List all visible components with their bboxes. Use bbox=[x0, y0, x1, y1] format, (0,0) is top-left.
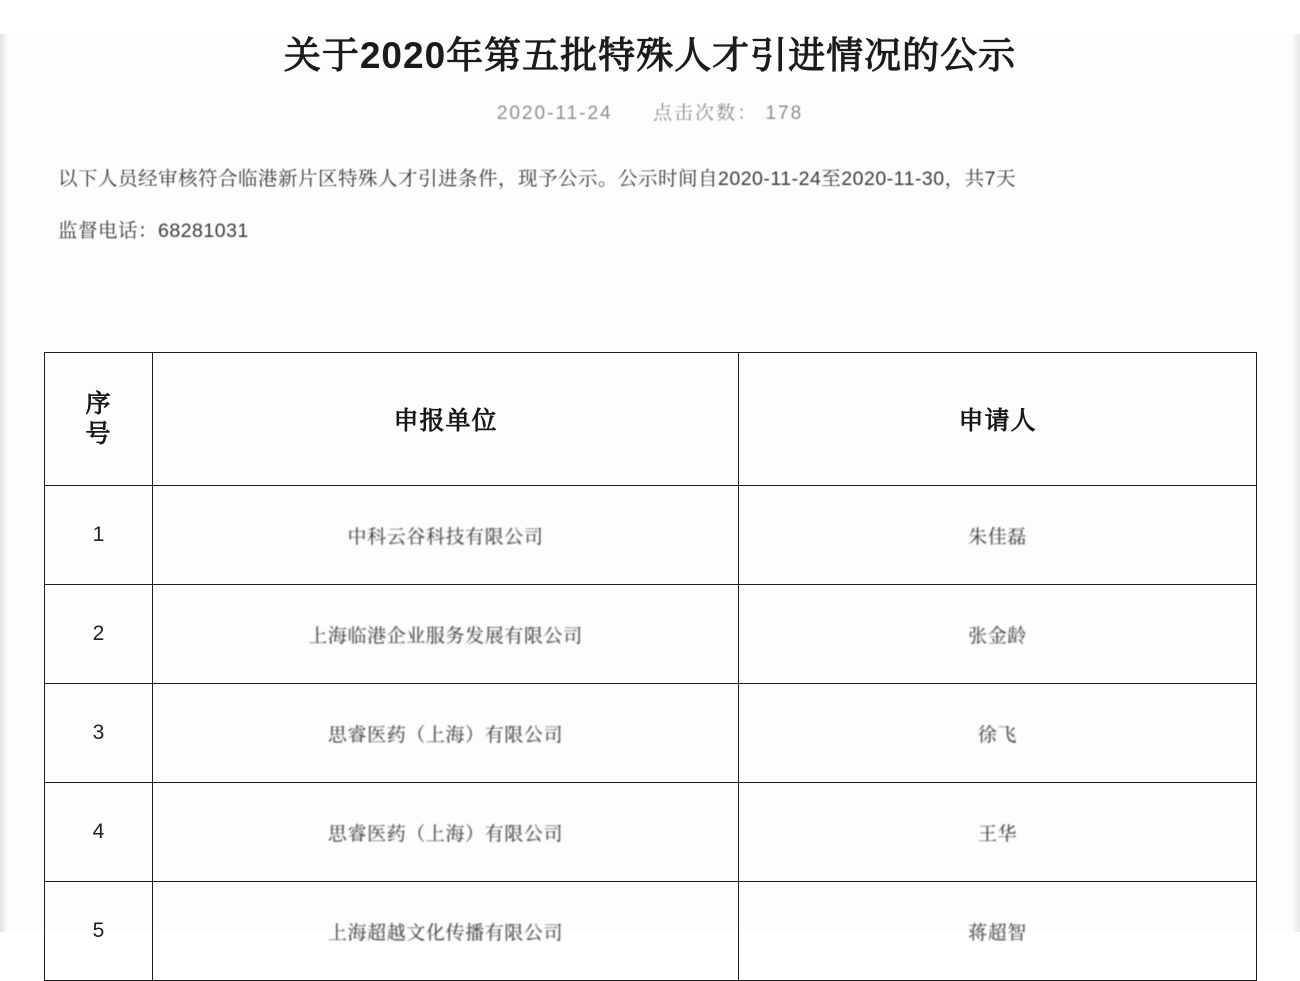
views-count: 178 bbox=[765, 103, 804, 125]
notice-paragraph-2: 监督电话：68281031 bbox=[58, 219, 249, 242]
row-index: 4 bbox=[45, 783, 153, 882]
row-organization: 思睿医药（上海）有限公司 bbox=[153, 783, 739, 882]
column-header-index-line1: 序 bbox=[85, 389, 112, 418]
table-row bbox=[45, 684, 1257, 783]
row-index: 3 bbox=[45, 684, 153, 783]
column-header-applicant: 申请人 bbox=[739, 353, 1257, 486]
document-meta bbox=[0, 98, 1300, 125]
row-applicant: 朱佳磊 bbox=[739, 486, 1257, 585]
table-row bbox=[45, 783, 1257, 882]
page-title: 关于2020年第五批特殊人才引进情况的公示 bbox=[283, 35, 1017, 76]
table-body bbox=[45, 486, 1257, 981]
row-index: 1 bbox=[45, 486, 153, 585]
row-organization: 上海临港企业服务发展有限公司 bbox=[153, 585, 739, 684]
row-applicant: 张金龄 bbox=[739, 585, 1257, 684]
applicants-table bbox=[44, 352, 1257, 981]
document-page bbox=[0, 34, 1300, 944]
row-applicant: 王华 bbox=[739, 783, 1257, 882]
notice-paragraph-1: 以下人员经审核符合临港新片区特殊人才引进条件，现予公示。公示时间自2020-11-24至2020-11-30，共7天 bbox=[58, 168, 1016, 191]
row-applicant: 徐飞 bbox=[739, 684, 1257, 783]
column-header-index-line2: 号 bbox=[85, 420, 112, 448]
table-row bbox=[45, 882, 1257, 981]
page-left-shadow bbox=[0, 34, 8, 932]
row-organization: 上海超越文化传播有限公司 bbox=[153, 882, 739, 981]
table-row bbox=[45, 486, 1257, 585]
views-label: 点击次数： bbox=[653, 103, 759, 125]
publish-date: 2020-11-24 bbox=[496, 103, 613, 125]
table-row bbox=[45, 585, 1257, 684]
row-applicant: 蒋超智 bbox=[739, 882, 1257, 981]
column-header-index bbox=[45, 353, 153, 486]
row-organization: 中科云谷科技有限公司 bbox=[153, 486, 739, 585]
row-organization: 思睿医药（上海）有限公司 bbox=[153, 684, 739, 783]
table-header-row bbox=[45, 353, 1257, 486]
row-index: 5 bbox=[45, 882, 153, 981]
row-index: 2 bbox=[45, 585, 153, 684]
column-header-organization: 申报单位 bbox=[153, 353, 739, 486]
table-header bbox=[45, 353, 1257, 486]
